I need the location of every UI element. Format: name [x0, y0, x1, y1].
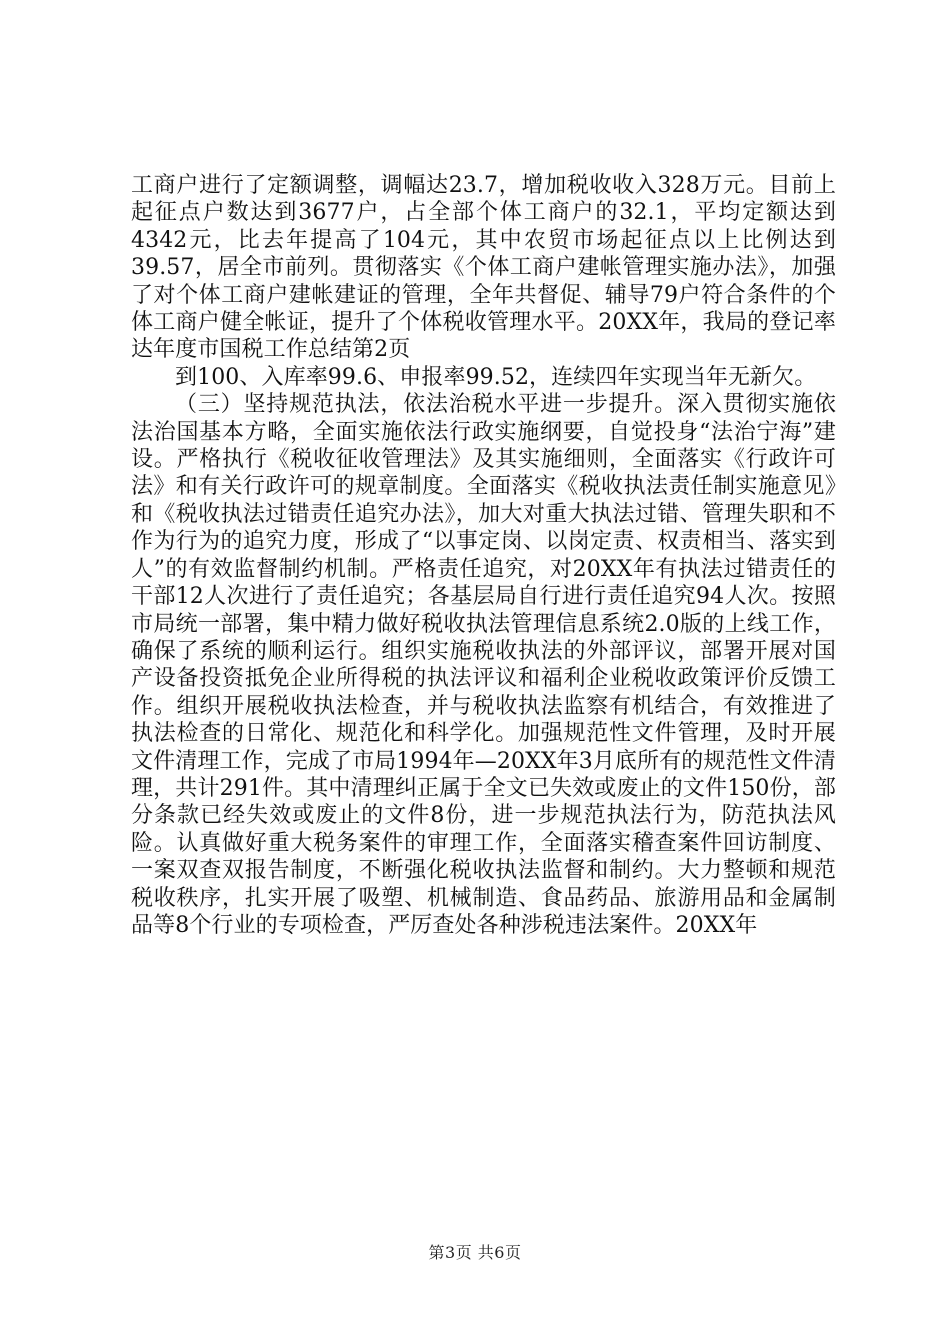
page-number-footer: 第3页 共6页	[428, 1243, 522, 1262]
paragraph-1: 工商户进行了定额调整，调幅达23.7，增加税收收入328万元。目前上起征点户数达到3677户，占全部个体工商户的32.1，平均定额达到4342元，比去年提高了104元，其中农贸市场起征点以上比例达到39.57，居全市前列。贯彻落实《个体工商户建帐管理实施办法》，加强了对个体工商户建帐建证的管理，全年共督促、辅导79户符合条件的个体工商户健全帐证，提升了个体税收管理水平。20XX年，我局的登记率达年度市国税工作总结第2页	[131, 173, 836, 363]
paragraph-3: （三）坚持规范执法，依法治税水平进一步提升。深入贯彻实施依法治国基本方略，全面实施依法行政实施纲要，自觉投身“法治宁海”建设。严格执行《税收征收管理法》及其实施细则，全面落实《行政许可法》和有关行政许可的规章制度。全面落实《税收执法责任制实施意见》和《税收执法过错责任追究办法》，加大对重大执法过错、管理失职和不作为行为的追究力度，形成了“以事定岗、以岗定责、权责相当、落实到人”的有效监督制约机制。严格责任追究，对20XX年有执法过错责任的干部12人次进行了责任追究；各基层局自行进行责任追究94人次。按照市局统一部署，集中精力做好税收执法管理信息系统2.0版的上线工作，确保了系统的顺利运行。组织实施税收执法的外部评议，部署开展对国产设备投资抵免企业所得税的执法评议和福利企业税收政策评价反馈工作。组织开展税收执法检查，并与税收执法监察有机结合，有效推进了执法检查的日常化、规范化和科学化。加强规范性文件管理，及时开展文件清理工作，完成了市局1994年—20XX年3月底所有的规范性文件清理，共计291件。其中清理纠正属于全文已失效或废止的文件150份，部分条款已经失效或废止的文件8份，进一步规范执法行为，防范执法风险。认真做好重大税务案件的审理工作，全面落实稽查案件回访制度、一案双查双报告制度，不断强化税收执法监督和制约。大力整顿和规范税收秩序，扎实开展了吸塑、机械制造、食品药品、旅游用品和金属制品等8个行业的专项检查，严厉查处各种涉税违法案件。20XX年	[131, 392, 836, 938]
paragraph-2: 到100、入库率99.6、申报率99.52，连续四年实现当年无新欠。	[175, 364, 817, 390]
document-body	[131, 172, 836, 939]
